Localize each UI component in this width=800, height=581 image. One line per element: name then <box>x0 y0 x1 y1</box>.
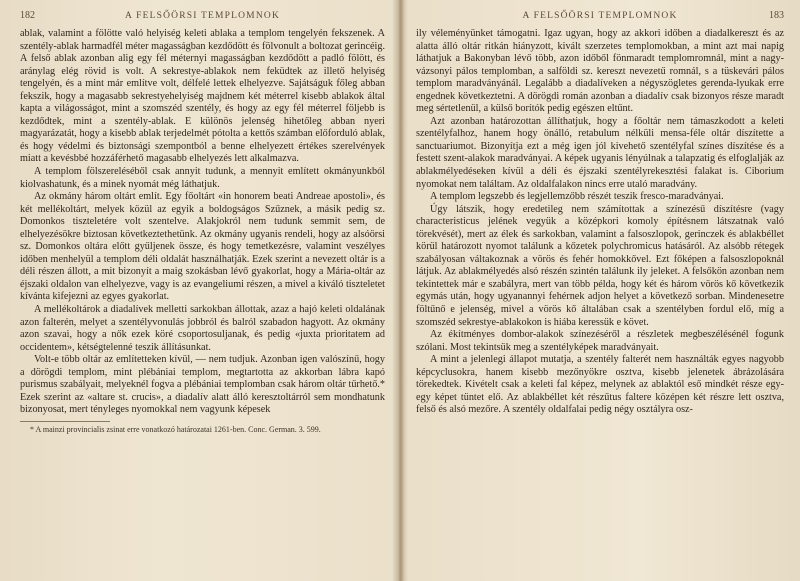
running-title: A FELSŐÖRSI TEMPLOMNOK <box>522 11 678 21</box>
left-page <box>0 0 399 581</box>
page-body <box>416 28 784 417</box>
running-title: A FELSŐÖRSI TEMPLOMNOK <box>124 11 281 21</box>
page-body <box>20 28 385 417</box>
running-head <box>416 6 784 28</box>
paragraph: Azt azonban határozottan állíthatjuk, hogy a főoltár nem támaszkodott a keleti szentélyfalhoz, hanem hogy önálló, retabulum nélküli mensa-féle oltár díszítette a sanctuariumot. Bizonyítja ezt a még igen jól kivehető szentélyfal színes díszítése és a festett szent-alakok maradványai. A képek ugyanis lényúlnak a talapzatig és elfoglalják az ablakmélyedéseken kívül a déli és éjszaki szentélyrekesztési falakat is. Ciborium nyomokat nem találtam. Az oldalfalakon nincs erre utaló maradvány. <box>416 115 784 190</box>
paragraph: A templom legszebb és legjellemzőbb részét teszik fresco-maradványai. <box>430 191 724 203</box>
page-number: 183 <box>769 10 784 21</box>
paragraph: ily véleményünket támogatni. Igaz ugyan, hogy az akkori időben a diadalkereszt és az alatta álló oltár ritkán hiányzott, kivált szerzetes templomokban, a mint azt mai napig láthatjuk a Bakonyban lévő több, azon időből fönmaradt templomromnál, mint a nagy-vázsonyi pálos templomban, a salföldi sz. kereszt nevezetű romnál, s a tüskevári pálos templom maradványánál. Legalább a diadalíveken a négyszögletes gerenda-lyukak erre engednek következtetni. A dörögdi román azonban a diadalív csak bizonyos része maradt meg sértetlenül, a külső borítók pedig egészen eltűnt. <box>416 28 784 115</box>
paragraph: A mint a jelenlegi állapot mutatja, a szentély falterét nem használták egyes nagyobb képcyclusokra, hanem kisebb mezőnyökre osztva, kisebb jelenetek ábrázolására törekedtek. Kivételt csak a keleti fal képez, melynek az ablaktól eső mindkét része egy-egy képet tüntet elő. Az ablakbéllet két részűtus faltere középen két részre lett osztva, felső és alsó mezőre. A szentély oldalfalai pedig négy osztályra osz- <box>416 354 784 416</box>
paragraph: ablak, valamint a fölötte való helyiség keleti ablaka a templom tengelyén fekszenek. A szentély-ablak harmadfél méter magasságban kezdődött és fölvonult a boltozat gerincéig. A felső ablak azonban alig egy fél méternyi magasságban kezdődött a padló fölött, és aránylag elég rövid is volt. A sekrestye-ablakok nem feküdtek az illető helyiség tengelyén, és a mint már említve volt, délfelé lettek elhelyezve. Sajátságuk főleg abban fekszik, hogy a magasabb sekrestyehelyiség majdnem két méterrel kisebb ablakok által kapta a világosságot, mint a szomszéd szentély, és hogy az egy fél méterrel följebb is kezdődtek, mint a szentély-ablak. E különös jelenség hihetőleg abban nyeri magyarázatát, hogy a kisebb ablak terjedelmét pótolta a kettős számban előforduló ablak, és hogy védelmi és biztonsági szempontból a benne elhelyezett értékes szerelvények miatt a kevésbbé hozzáférhető magasabb elhelyezés lett alkalmazva. <box>20 28 385 165</box>
footnote: * A mainzi provincialis zsinat erre vonatkozó határozatai 1261-ben. Conc. German. 3. 599. <box>30 424 321 434</box>
paragraph: A mellékoltárok a diadalívek melletti sarkokban állottak, azaz a hajó keleti oldalának azon falterén, melyet a szentélyvonulás jobbról és balról szabadon hagyott. Az okmány azon szavai, hogy a nők ezek köré csoportosuljanak, és pedig «juxta prioritatem ad occidentem», kétségtelenné teszik állításunkat. <box>20 304 385 353</box>
paragraph: Az okmány három oltárt említ. Egy főoltárt «in honorem beati Andreae apostoli», és két mellékoltárt, melyek közül az egyik a boldogságos Szűznek, a másik pedig sz. Domonkos tiszteletére volt szentelve. Alakjokról nem tudunk semmit sem, de elhelyezésökre biztosan következtethetünk. Az okmány ugyanis rendeli, hogy az alsóörsi sz. Domonkos oltára előtt gyűljenek össze, és hogy temetkezésre, valamint veszélyes időben menhelyül a templom déli oldalát használhatják. Ezek szerint a nevezett oltár is a déli részen állott, a mit bizonyít a maig szokásban lévő gyakorlat, hogy a Mária-oltár az éjszaki oldalon van elhelyezve, vagy is az evangeliumi részen, a mivel a kiváló tiszteletet kívánta kifejezni az egyes gyakorlat. <box>20 191 385 303</box>
page-number: 182 <box>20 10 35 21</box>
right-page <box>402 0 800 581</box>
paragraph: Az ékítményes dombor-alakok színezéséről a részletek megbeszélésénél fogunk szólani. Most tekintsük meg a szentélyképek maradványait. <box>416 329 784 353</box>
paragraph: Volt-e több oltár az említetteken kívül, — nem tudjuk. Azonban igen valószínű, hogy a dörögdi templom, mint plébániai templom, megtartotta az akkorban lábra kapó purismus szabályait, melyeknél fogva a plébániai templomban csak három oltár tűrhető.* Ezek szerint az «altare st. crucis», a diadalív alatt álló keresztoltárról sem mondhatunk bizonyosat, mert tényleges nyomokkal nem vagyunk képesek <box>20 354 385 416</box>
paragraph: Úgy látszik, hogy eredetileg nem számítottak a színezésű díszítésre (vagy characteristicus jelének vegyük a középkori komoly építésnem látszatnak való törekvését), mert az élek és sarkokban, valamint a falsoszlopok, gerinczek és ablakbéllet körül határozott nyomot találunk a kőzetek polychromicus hatásáról. Az alsóbb rétegek szabályosan váltakoznak a vörös és fehér homokkővel. Ezt főképen a falsoszlopoknál látjuk. Az ablakmélyedés alsó részén szintén találunk ily jeleket. A felsőkön azonban nem tekintettek már e szabályra, mert van több példa, hogy két és három vörös kő következik egymás után, hogy ugyanannyi fehérnek adjon helyet a következő sorban. Mindenesetre föltűnő e jelenség, mivel a vörös kő általában csak a szentélyben fordul elő, míg a szomszéd sekrestye-ablakokon is hiába keressük e követ. <box>416 203 784 328</box>
paragraph: A templom fölszereléséből csak annyit tudunk, a mennyit említett okmányunkból kiolvashatunk, és a minek nyomát még láthatjuk. <box>20 166 385 190</box>
running-head <box>20 6 385 28</box>
footnote-rule <box>20 421 110 422</box>
